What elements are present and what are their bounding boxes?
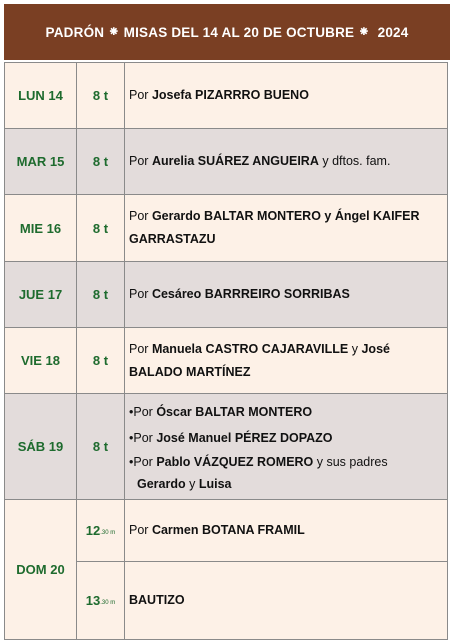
day-cell: MIE 16 [5, 195, 77, 262]
day-cell: MAR 15 [5, 129, 77, 195]
list-item: •Por Pablo VÁZQUEZ ROMERO y sus padres [129, 454, 388, 469]
list-item-continuation: Gerardo y Luisa [137, 476, 232, 491]
table-row [5, 129, 448, 195]
table-row [5, 500, 448, 562]
time-cell: 8 t [77, 262, 125, 328]
page-header [4, 4, 450, 60]
day-cell: VIE 18 [5, 328, 77, 394]
day-cell: DOM 20 [5, 500, 77, 640]
time-cell: 8 t [77, 394, 125, 500]
time-cell: 8 t [77, 328, 125, 394]
time-cell: 8 t [77, 195, 125, 262]
time-cell: 8 t [77, 129, 125, 195]
intention-cell: Por Aurelia SUÁREZ ANGUEIRA y dftos. fam. [125, 129, 448, 195]
header-year: 2024 [377, 24, 409, 40]
intention-cell: Por Cesáreo BARRREIRO SORRIBAS [125, 262, 448, 328]
time-cell: 12.30 m [77, 500, 125, 562]
header-separator: ⁕ [108, 24, 120, 39]
header-separator: ⁕ [358, 24, 370, 39]
schedule-table [4, 62, 448, 640]
table-row [5, 328, 448, 394]
table-row [5, 63, 448, 129]
intention-cell [125, 394, 448, 500]
table-row [5, 394, 448, 500]
day-cell: LUN 14 [5, 63, 77, 129]
day-cell: SÁB 19 [5, 394, 77, 500]
intention-cell: BAUTIZO [125, 562, 448, 640]
header-title: MISAS DEL 14 AL 20 DE OCTUBRE [123, 24, 355, 40]
list-item: •Por José Manuel PÉREZ DOPAZO [129, 430, 333, 445]
intention-cell: Por Manuela CASTRO CAJARAVILLE y José BALADO MARTÍNEZ [125, 328, 448, 394]
table-row [5, 195, 448, 262]
intention-cell: Por Carmen BOTANA FRAMIL [125, 500, 448, 562]
time-cell: 13.30 m [77, 562, 125, 640]
header-town: PADRÓN [45, 24, 105, 40]
time-cell: 8 t [77, 63, 125, 129]
intention-cell: Por Josefa PIZARRRO BUENO [125, 63, 448, 129]
table-row [5, 262, 448, 328]
intention-cell: Por Gerardo BALTAR MONTERO y Ángel KAIFER GARRASTAZU [125, 195, 448, 262]
list-item: •Por Óscar BALTAR MONTERO [129, 404, 313, 419]
day-cell: JUE 17 [5, 262, 77, 328]
